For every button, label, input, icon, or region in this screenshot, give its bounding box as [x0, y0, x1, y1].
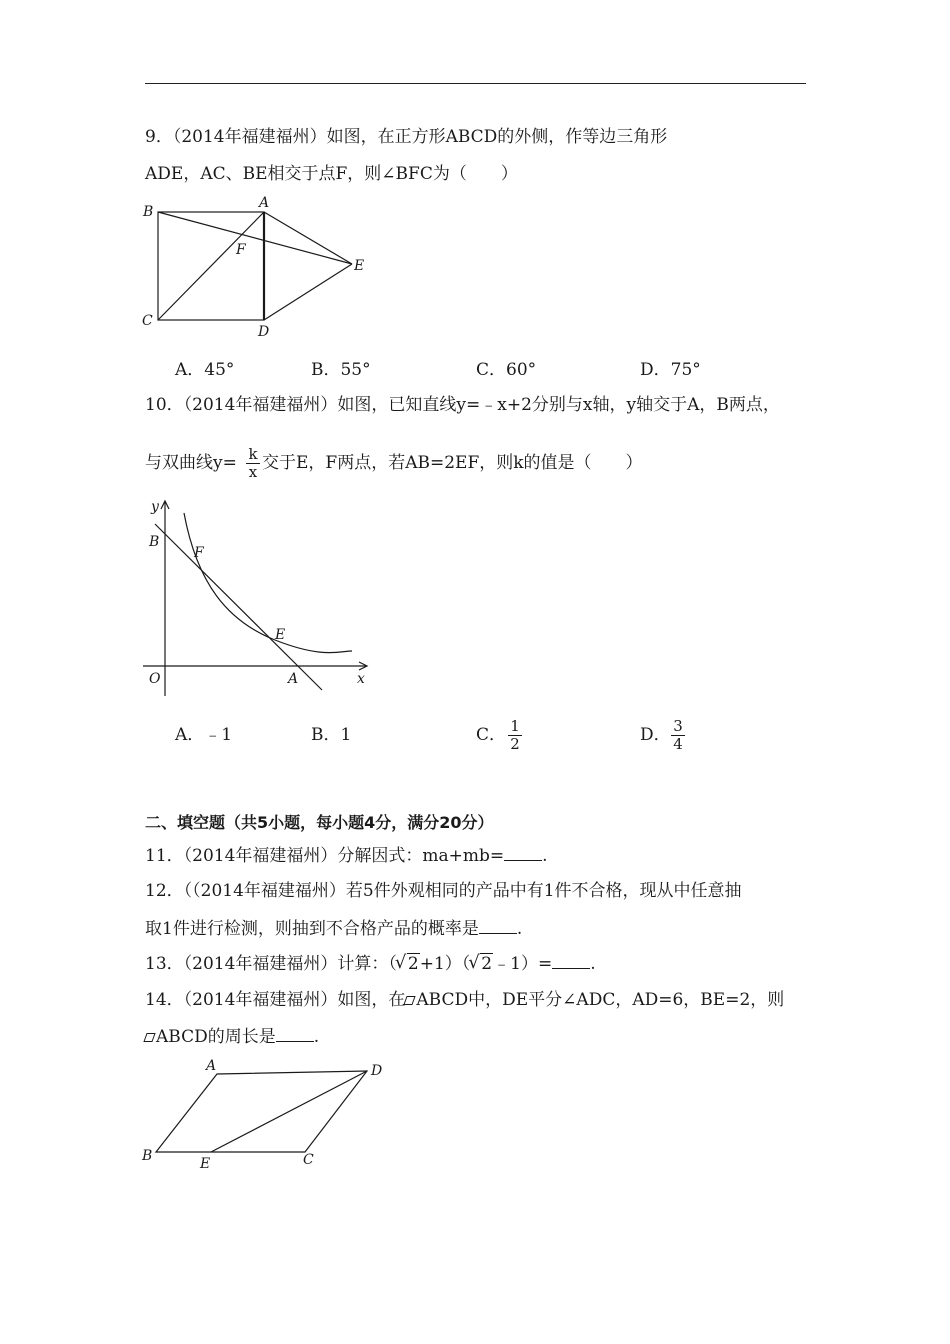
q11-text: 11．（2014年福建福州）分解因式：ma+mb= [145, 846, 505, 866]
q14-label-a: A [206, 1058, 217, 1074]
q13-rad-2: 2 [481, 954, 493, 974]
q11-line [145, 845, 548, 867]
q9-option-b: B．55° [311, 360, 371, 380]
q10-option-d-fraction [671, 718, 685, 753]
q10-line2-post: 交于E，F两点，若AB=2EF，则k的值是（ ） [262, 453, 643, 473]
q12-end: . [516, 919, 523, 939]
q10-frac-num: k [248, 445, 258, 463]
q10-fraction-k-over-x [246, 446, 260, 481]
q9-label-e: E [354, 258, 365, 274]
q10-option-c-prefix: C． [476, 725, 507, 745]
q9-label-b: B [143, 204, 154, 220]
q13-rad-1: 2 [407, 954, 419, 974]
q9-line1: 9．（2014年福建福州）如图，在正方形ABCD的外侧，作等边三角形 [145, 127, 668, 147]
q13-line [145, 953, 596, 975]
q9-line2: ADE，AC、BE相交于点F，则∠BFC为（ ） [145, 164, 518, 184]
q14-line1-pre: 14．（2014年福建福州）如图，在 [145, 990, 406, 1010]
q14-answer-blank [276, 1027, 314, 1042]
line-ab [155, 524, 322, 690]
segment-be [158, 212, 352, 264]
q10-d-den: 4 [671, 735, 685, 753]
q12-answer-blank [479, 919, 517, 934]
header-rule [145, 83, 806, 84]
q9-label-f: F [236, 242, 246, 258]
q13-end: . [590, 954, 596, 974]
q9-label-c: C [142, 313, 153, 329]
q14-label-c: C [303, 1152, 314, 1168]
q9-label-a: A [259, 195, 270, 211]
q10-option-a: A．﹣1 [175, 725, 233, 745]
q9-option-a: A．45° [175, 360, 235, 380]
q14-label-b: B [142, 1148, 153, 1164]
q11-answer-blank [504, 846, 542, 861]
q14-label-e: E [200, 1156, 211, 1172]
parallelogram-symbol [143, 1033, 155, 1042]
parallelogram-symbol [404, 996, 416, 1005]
q13-pre: 13．（2014年福建福州）计算：（ [145, 954, 397, 974]
q10-c-den: 2 [508, 735, 522, 753]
q14-figure [135, 1053, 400, 1178]
segment-de [264, 264, 352, 320]
q13-answer-blank [552, 954, 590, 969]
q14-end: . [313, 1027, 320, 1047]
q10-label-o: O [149, 671, 161, 687]
parallelogram-abcd [156, 1071, 367, 1152]
q13-mid: +1）（ [419, 954, 471, 974]
q10-d-num: 3 [673, 717, 683, 735]
q12-line2-text: 取1件进行检测，则抽到不合格产品的概率是 [145, 919, 479, 939]
q10-c-num: 1 [510, 717, 520, 735]
q11-end: . [542, 846, 548, 866]
q10-label-a: A [288, 671, 299, 687]
q10-line1: 10．（2014年福建福州）如图，已知直线y=﹣x+2分别与x轴，y轴交于A，B两点， [145, 395, 780, 415]
q14-line2 [145, 1026, 319, 1048]
q9-label-d: D [258, 324, 270, 340]
q9-figure [135, 190, 375, 340]
q10-label-f: F [194, 545, 204, 561]
hyperbola [184, 513, 352, 653]
q13-post: ﹣1）= [493, 954, 553, 974]
q9-option-c: C．60° [476, 360, 537, 380]
q12-line2 [145, 918, 522, 940]
q10-line2-pre: 与双曲线y= [145, 453, 237, 473]
segment-de [211, 1071, 367, 1152]
q12-line1: 12．（（2014年福建福州）若5件外观相同的产品中有1件不合格，现从中任意抽 [145, 881, 742, 901]
q14-line1-post: ABCD中，DE平分∠ADC，AD=6，BE=2，则 [416, 990, 785, 1010]
q14-line2-text: ABCD的周长是 [156, 1027, 276, 1047]
segment-ae [264, 212, 352, 264]
q10-label-b: B [149, 534, 160, 550]
q13-sqrt-1 [397, 953, 420, 975]
q14-label-d: D [371, 1063, 383, 1079]
segment-ac [158, 212, 264, 320]
q10-frac-den: x [246, 463, 260, 481]
section-2-heading: 二、填空题（共5小题，每小题4分，满分20分） [145, 813, 494, 832]
q10-figure [135, 493, 385, 703]
q10-label-x: x [357, 671, 365, 687]
q9-option-d: D．75° [640, 360, 701, 380]
q10-option-b: B．1 [311, 725, 352, 745]
q10-label-e: E [275, 627, 286, 643]
q10-option-d-prefix: D． [640, 725, 671, 745]
q10-label-y: y [151, 499, 159, 515]
q14-line1 [145, 989, 784, 1011]
q10-option-c-fraction [508, 718, 522, 753]
q13-sqrt-2 [470, 953, 493, 975]
